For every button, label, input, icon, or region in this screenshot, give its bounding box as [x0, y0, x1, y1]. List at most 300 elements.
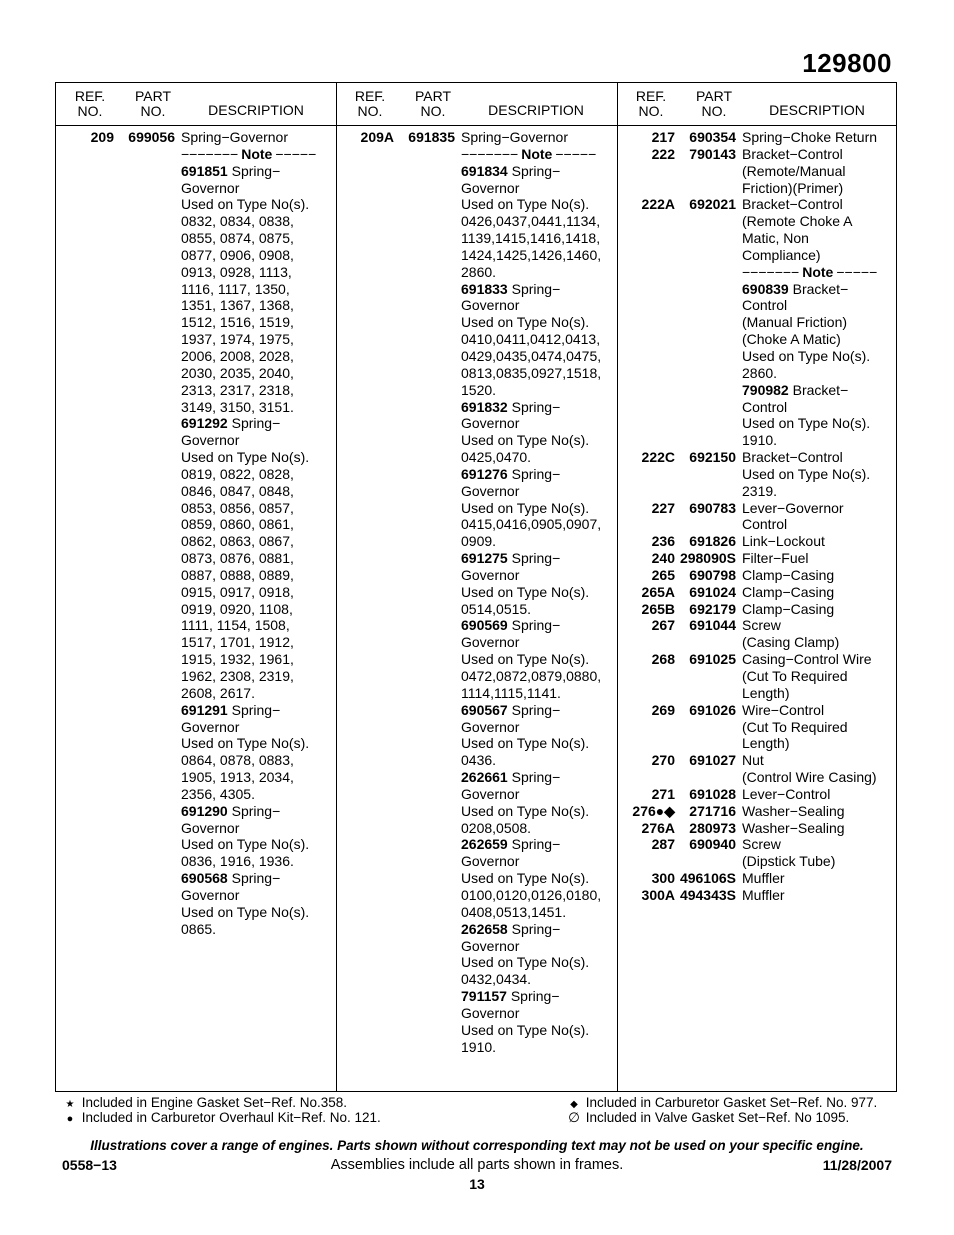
description-line: Used on Type No(s). — [181, 449, 310, 466]
description-line: Governor — [461, 937, 520, 954]
description-line: Governor — [181, 432, 240, 449]
document-date: 11/28/2007 — [822, 1157, 892, 1173]
ref-number: 265 — [651, 566, 675, 583]
alt-part-name: Spring− — [511, 398, 561, 415]
alt-part-name: Spring− — [511, 769, 561, 786]
alt-part-number: 691834 — [461, 162, 508, 179]
part-number: 691044 — [689, 617, 736, 634]
description-line: Used on Type No(s). — [181, 903, 310, 920]
table-row — [617, 449, 896, 500]
description-line: Clamp−Casing — [742, 583, 835, 600]
alt-part-name: Spring− — [231, 701, 281, 718]
description-line: Washer−Sealing — [742, 802, 845, 819]
description-line: Governor — [181, 179, 240, 196]
description-line — [461, 550, 611, 567]
part-description — [736, 196, 892, 449]
note-label: Note — [241, 145, 273, 162]
parts-column-2 — [336, 83, 618, 1091]
description-line: 0472,0872,0879,0880, — [461, 668, 602, 684]
description-line — [461, 836, 611, 853]
note-dashes: −−−−−−− — [742, 263, 800, 280]
alt-part-name: Bracket− — [792, 381, 849, 398]
description-line — [742, 264, 892, 281]
note-dashes: −−−−− — [555, 145, 597, 162]
description-line: Filter−Fuel — [742, 550, 809, 567]
description-line: 3149, 3150, 3151. — [181, 398, 294, 415]
alt-part-name: Spring− — [231, 162, 281, 179]
description-line — [461, 466, 611, 483]
ref-number: 267 — [651, 617, 675, 634]
description-line: Matic, Non — [742, 230, 809, 247]
description-line — [461, 281, 611, 298]
alt-part-name: Bracket− — [792, 280, 849, 297]
description-line: 1351, 1367, 1368, — [181, 297, 294, 314]
alt-part-number: 690568 — [181, 870, 228, 887]
description-line: Spring−Governor — [461, 129, 569, 145]
description-line: Muffler — [742, 870, 785, 887]
part-no-header: PART NO. — [134, 88, 172, 119]
description-line: 0859, 0860, 0861, — [181, 516, 294, 533]
description-line: 0862, 0863, 0867, — [181, 533, 294, 550]
alt-part-name: Spring− — [511, 920, 561, 937]
part-description — [736, 567, 892, 584]
description-line — [181, 803, 331, 820]
part-number: 691024 — [689, 583, 736, 600]
description-line: 0873, 0876, 0881, — [181, 550, 294, 567]
part-description — [736, 887, 892, 904]
description-line: Control — [742, 297, 788, 314]
parts-rows — [336, 129, 617, 1055]
ref-number: 287 — [651, 836, 675, 853]
description-header: DESCRIPTION — [488, 102, 584, 118]
description-line: 0819, 0822, 0828, — [181, 465, 294, 482]
alt-part-number: 691851 — [181, 162, 228, 179]
description-line: Governor — [461, 1004, 520, 1021]
part-description — [736, 803, 892, 820]
ref-number: 209A — [360, 129, 394, 145]
part-description — [736, 146, 892, 197]
description-line: 1512, 1516, 1519, — [181, 314, 294, 331]
part-number: 692179 — [689, 600, 736, 617]
description-line: 0410,0411,0412,0413, — [461, 331, 601, 348]
part-number: 271716 — [689, 802, 736, 819]
part-number: 280973 — [689, 819, 736, 836]
description-line: Length) — [742, 735, 790, 752]
ref-number: 300 — [651, 870, 675, 887]
ref-number: 276A — [641, 819, 675, 836]
table-row — [56, 129, 336, 938]
description-line: Used on Type No(s). — [181, 735, 310, 752]
alt-part-number: 262661 — [461, 769, 508, 786]
footnote-valve-gasket — [566, 1110, 849, 1125]
description-line: Governor — [461, 482, 520, 499]
document-code: 0558−13 — [62, 1157, 117, 1173]
description-line: Clamp−Casing — [742, 566, 835, 583]
description-line: 2313, 2317, 2318, — [181, 381, 294, 398]
diamond-icon: ◆ — [570, 1099, 578, 1110]
description-line: 0100,0120,0126,0180, — [461, 886, 602, 903]
part-number: 699056 — [128, 129, 175, 145]
description-line: Lever−Control — [742, 785, 831, 802]
description-line: Muffler — [742, 886, 785, 903]
part-number: 692021 — [689, 196, 736, 213]
alt-part-name: Spring− — [511, 280, 561, 297]
table-row — [617, 786, 896, 803]
part-number: 690798 — [689, 566, 736, 583]
table-row — [617, 146, 896, 197]
part-description — [736, 752, 892, 786]
alt-part-number: 262659 — [461, 836, 508, 853]
description-line: 0887, 0888, 0889, — [181, 566, 294, 583]
description-line: Governor — [181, 886, 240, 903]
description-line: 0915, 0917, 0918, — [181, 583, 294, 600]
part-number: 496106S — [679, 870, 736, 887]
ref-number: 271 — [651, 785, 675, 802]
part-number: 692150 — [689, 449, 736, 466]
description-line: 0832, 0834, 0838, — [181, 213, 294, 230]
part-number: 691026 — [689, 701, 736, 718]
description-line: Used on Type No(s). — [461, 1021, 590, 1038]
description-line: Length) — [742, 684, 790, 701]
alt-part-number: 691276 — [461, 465, 508, 482]
parts-column-1 — [56, 83, 337, 1091]
page-number: 13 — [469, 1176, 485, 1192]
part-description — [736, 786, 892, 803]
part-description — [455, 129, 611, 1055]
description-line — [461, 163, 611, 180]
description-line: 2319. — [742, 482, 778, 499]
description-line: Spring−Governor — [181, 129, 289, 145]
part-number: 494343S — [679, 886, 736, 903]
table-row — [617, 196, 896, 449]
description-line: Washer−Sealing — [742, 819, 845, 836]
description-line: 0865. — [181, 920, 217, 937]
description-line: (Remote Choke A — [742, 213, 853, 230]
description-line: 0909. — [461, 533, 497, 550]
description-line: Bracket−Control — [742, 145, 843, 162]
description-line: Governor — [461, 415, 520, 432]
alt-part-number: 791157 — [461, 988, 507, 1005]
table-row — [617, 533, 896, 550]
table-row — [617, 651, 896, 702]
description-line: Compliance) — [742, 246, 821, 263]
description-line — [461, 399, 611, 416]
alt-part-name: Spring− — [511, 701, 561, 718]
table-row — [617, 617, 896, 651]
description-line: Screw — [742, 836, 781, 853]
description-line: Used on Type No(s). — [461, 499, 590, 516]
parts-table — [55, 82, 897, 1092]
table-row — [617, 584, 896, 601]
description-header: DESCRIPTION — [769, 102, 865, 118]
alt-part-number: 691291 — [181, 701, 228, 718]
alt-part-number: 691290 — [181, 802, 228, 819]
description-line: Used on Type No(s). — [461, 870, 590, 887]
alt-part-name: Spring− — [511, 465, 561, 482]
description-line: Spring−Choke Return — [742, 129, 878, 145]
table-row — [617, 567, 896, 584]
description-line: 1114,1115,1141. — [461, 684, 561, 701]
description-line: 1111, 1154, 1508, — [181, 617, 290, 634]
description-line: Bracket−Control — [742, 196, 843, 213]
description-line: 0813,0835,0927,1518, — [461, 364, 602, 381]
description-line: Governor — [461, 785, 520, 802]
note-dashes: −−−−− — [275, 145, 317, 162]
description-line: Governor — [181, 718, 240, 735]
description-line: Governor — [461, 634, 520, 651]
description-line: 2030, 2035, 2040, — [181, 364, 294, 381]
description-line: 0919, 0920, 1108, — [181, 600, 293, 617]
ref-number: 269 — [651, 701, 675, 718]
description-line: Used on Type No(s). — [461, 583, 590, 600]
part-description — [736, 651, 892, 702]
description-line: Used on Type No(s). — [461, 735, 590, 752]
alt-part-name: Spring− — [231, 415, 281, 432]
description-line: 0432,0434. — [461, 971, 532, 988]
table-row — [617, 887, 896, 904]
description-line: (Cut To Required — [742, 668, 848, 684]
ref-no-header: REF. NO. — [635, 88, 667, 119]
ref-number: 240 — [651, 550, 675, 567]
alt-part-number: 691292 — [181, 415, 228, 432]
description-line: Used on Type No(s). — [181, 196, 310, 213]
description-line: 1139,1415,1416,1418, — [461, 230, 601, 247]
description-line: 0408,0513,1451. — [461, 903, 567, 920]
description-line: 0853, 0856, 0857, — [181, 499, 294, 516]
description-line: (Dipstick Tube) — [742, 853, 836, 870]
ref-number: 227 — [651, 499, 675, 516]
alt-part-number: 691833 — [461, 280, 508, 297]
description-line: (Cut To Required — [742, 718, 848, 735]
description-line: Control — [742, 398, 788, 415]
description-line: (Choke A Matic) — [742, 331, 841, 348]
part-number: 690940 — [689, 836, 736, 853]
description-line: Nut — [742, 752, 764, 769]
ref-number: 268 — [651, 651, 675, 668]
description-line: 0425,0470. — [461, 449, 532, 466]
part-no-header: PART NO. — [695, 88, 733, 119]
description-line: 1905, 1913, 2034, — [181, 769, 294, 786]
alt-part-name: Spring− — [511, 617, 561, 634]
ref-number: 236 — [651, 533, 675, 550]
part-no-header: PART NO. — [414, 88, 452, 119]
footnote-text: Included in Carburetor Overhaul Kit−Ref. No. 121. — [81, 1110, 381, 1125]
part-number: 298090S — [679, 550, 736, 567]
bullet-icon: ● — [66, 1113, 74, 1125]
part-description — [736, 500, 892, 534]
description-header: DESCRIPTION — [208, 102, 304, 118]
description-line: 0514,0515. — [461, 600, 532, 617]
description-line: 0864, 0878, 0883, — [181, 752, 294, 769]
column-header — [617, 83, 896, 126]
ref-number: 265B — [641, 600, 675, 617]
alt-part-name: Spring− — [231, 802, 281, 819]
description-line: Used on Type No(s). — [742, 465, 871, 482]
part-number: 691826 — [689, 533, 736, 550]
description-line — [181, 146, 331, 163]
alt-part-number: 691275 — [461, 550, 508, 567]
table-row — [617, 702, 896, 753]
part-number: 790143 — [689, 145, 736, 162]
description-line — [181, 702, 331, 719]
description-line: 1520. — [461, 381, 497, 398]
footnote-carb-overhaul — [62, 1110, 381, 1127]
ref-number: 270 — [651, 752, 675, 769]
description-line: Used on Type No(s). — [181, 836, 310, 853]
note-dashes: −−−−−−− — [461, 145, 519, 162]
description-line: (Remote/Manual — [742, 162, 846, 179]
alt-part-name: Spring− — [511, 550, 561, 567]
ref-number: 222 — [651, 145, 675, 162]
ref-number: 217 — [651, 129, 675, 145]
description-line: 0415,0416,0905,0907, — [461, 516, 602, 533]
part-number: 690783 — [689, 499, 736, 516]
part-description — [736, 550, 892, 567]
note-dashes: −−−−−−− — [181, 145, 239, 162]
description-line: Used on Type No(s). — [461, 314, 590, 331]
part-description — [736, 836, 892, 870]
ref-number: 276●◆ — [632, 802, 675, 819]
table-row — [617, 500, 896, 534]
description-line: 1937, 1974, 1975, — [181, 331, 294, 348]
alt-part-name: Spring− — [511, 836, 561, 853]
part-number: 691027 — [689, 752, 736, 769]
description-line: 0855, 0874, 0875, — [181, 230, 294, 247]
ref-number: 209 — [90, 129, 114, 145]
description-line: 0429,0435,0474,0475, — [461, 347, 602, 364]
description-line — [461, 617, 611, 634]
table-row — [617, 601, 896, 618]
description-line — [181, 415, 331, 432]
description-line: 1910. — [461, 1038, 497, 1055]
table-row — [336, 129, 617, 1055]
description-line: Governor — [461, 718, 520, 735]
part-number: 691028 — [689, 785, 736, 802]
description-line — [181, 870, 331, 887]
part-number: 691835 — [408, 129, 455, 145]
column-header — [336, 83, 617, 126]
description-line: Used on Type No(s). — [461, 802, 590, 819]
alt-part-name: Spring− — [510, 988, 560, 1005]
description-line: (Casing Clamp) — [742, 634, 840, 651]
part-description — [175, 129, 331, 938]
description-line: 0846, 0847, 0848, — [181, 482, 294, 499]
alt-part-name: Spring− — [511, 162, 561, 179]
part-description — [736, 129, 892, 146]
empty-set-icon: ∅ — [568, 1110, 580, 1125]
column-header — [56, 83, 336, 126]
description-line: 1116, 1117, 1350, — [181, 280, 290, 297]
footnote-text: Included in Carburetor Gasket Set−Ref. No. 977. — [585, 1095, 878, 1110]
note-label: Note — [802, 263, 834, 280]
description-line: Friction)(Primer) — [742, 179, 844, 196]
description-line: 1962, 2308, 2319, — [181, 668, 294, 684]
part-description — [736, 870, 892, 887]
part-description — [736, 820, 892, 837]
part-description — [736, 449, 892, 500]
description-line: 0426,0437,0441,1134, — [461, 213, 601, 230]
description-line: Governor — [461, 853, 520, 870]
description-line: (Manual Friction) — [742, 314, 848, 331]
description-line: 2860. — [461, 263, 497, 280]
description-line: Screw — [742, 617, 781, 634]
table-row — [617, 820, 896, 837]
description-line — [461, 921, 611, 938]
description-line: Governor — [181, 819, 240, 836]
description-line: Link−Lockout — [742, 533, 825, 550]
description-line: 0208,0508. — [461, 819, 532, 836]
description-line: 2608, 2617. — [181, 684, 255, 701]
description-line: (Control Wire Casing) — [742, 769, 877, 786]
alt-part-number: 691832 — [461, 398, 508, 415]
part-description — [736, 533, 892, 550]
description-line: Used on Type No(s). — [461, 651, 590, 668]
alt-part-number: 690569 — [461, 617, 508, 634]
description-line: Lever−Governor — [742, 499, 844, 516]
disclaimer: Illustrations cover a range of engines. Parts shown without corresponding text may not be used on your specific engine. — [90, 1138, 864, 1153]
description-line: Used on Type No(s). — [461, 196, 590, 213]
alt-part-number: 690567 — [461, 701, 508, 718]
description-line: Governor — [461, 179, 520, 196]
description-line: Casing−Control Wire — [742, 651, 872, 668]
ref-number: 265A — [641, 583, 675, 600]
part-description — [736, 702, 892, 753]
description-line — [461, 769, 611, 786]
parts-rows — [617, 129, 896, 904]
footnote-text: Included in Engine Gasket Set−Ref. No.358. — [81, 1095, 348, 1110]
description-line: 0913, 0928, 1113, — [181, 263, 292, 280]
star-icon: ★ — [65, 1099, 75, 1110]
ref-number: 222A — [641, 196, 675, 213]
description-line: 2006, 2008, 2028, — [181, 347, 294, 364]
assemblies-note: Assemblies include all parts shown in frames. — [330, 1157, 624, 1173]
description-line: Bracket−Control — [742, 449, 843, 466]
alt-part-number: 262658 — [461, 920, 508, 937]
description-line — [461, 702, 611, 719]
table-row — [617, 803, 896, 820]
ref-number: 300A — [641, 886, 675, 903]
document-number: 129800 — [802, 48, 892, 78]
ref-no-header: REF. NO. — [74, 88, 106, 119]
footnote-text: Included in Valve Gasket Set−Ref. No 1095. — [585, 1110, 850, 1125]
description-line: Used on Type No(s). — [461, 954, 590, 971]
part-description — [736, 601, 892, 618]
description-line: 1910. — [742, 432, 778, 449]
description-line: Governor — [461, 297, 520, 314]
description-line — [461, 988, 611, 1005]
description-line: Governor — [461, 566, 520, 583]
note-label: Note — [521, 145, 553, 162]
description-line: 2356, 4305. — [181, 785, 255, 802]
description-line: Used on Type No(s). — [742, 415, 871, 432]
ref-number: 222C — [641, 449, 675, 466]
alt-part-number: 790982 — [742, 381, 789, 398]
description-line: Wire−Control — [742, 701, 825, 718]
part-description — [736, 584, 892, 601]
part-number: 690354 — [689, 129, 736, 145]
description-line: Used on Type No(s). — [742, 347, 871, 364]
ref-no-header: REF. NO. — [354, 88, 386, 119]
note-dashes: −−−−− — [836, 263, 878, 280]
description-line: 2860. — [742, 364, 778, 381]
alt-part-number: 690839 — [742, 280, 789, 297]
table-row — [617, 752, 896, 786]
part-description — [736, 617, 892, 651]
description-line — [181, 163, 331, 180]
part-number: 691025 — [689, 651, 736, 668]
alt-part-name: Spring− — [231, 870, 281, 887]
description-line: 1517, 1701, 1912, — [181, 634, 294, 651]
